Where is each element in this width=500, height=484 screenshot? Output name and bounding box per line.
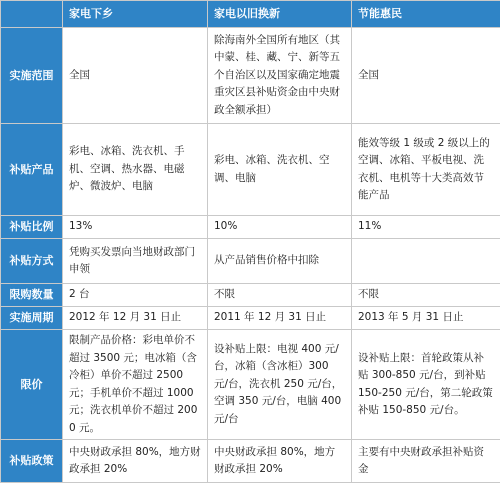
row-scope (1, 28, 500, 124)
cell-period-tradein: 2011 年 12 月 31 日止 (208, 307, 352, 330)
cell-ratio-tradein: 10% (208, 216, 352, 239)
row-label-scope: 实施范围 (1, 28, 63, 124)
row-period (1, 307, 500, 330)
header-energy-saving: 节能惠民 (352, 1, 500, 28)
cell-ratio-energy: 11% (352, 216, 500, 239)
cell-scope-energy: 全国 (352, 28, 500, 124)
row-ratio (1, 216, 500, 239)
cell-period-energy: 2013 年 5 月 31 日止 (352, 307, 500, 330)
cell-method-rural: 凭购买发票向当地财政部门申领 (63, 239, 208, 284)
row-label-subsidy-policy: 补贴政策 (1, 440, 63, 483)
row-label-quantity-limit: 限购数量 (1, 284, 63, 307)
cell-ratio-rural: 13% (63, 216, 208, 239)
cell-price-rural: 限制产品价格：彩电单价不超过 3500 元；电冰箱（含冷柜）单价不超过 2500 元；手机单价不超过 1000 元；洗衣机单价不超过 2000 元。 (63, 330, 208, 440)
row-products (1, 124, 500, 216)
header-corner (1, 1, 63, 28)
cell-qty-tradein: 不限 (208, 284, 352, 307)
row-label-period: 实施周期 (1, 307, 63, 330)
header-row (1, 1, 500, 28)
cell-scope-rural: 全国 (63, 28, 208, 124)
cell-price-tradein: 设补贴上限：电视 400 元/台，冰箱（含冰柜）300 元/台，洗衣机 250 元/台，空调 350 元/台，电脑 400 元/台 (208, 330, 352, 440)
cell-method-energy (352, 239, 500, 284)
header-rural-appliances: 家电下乡 (63, 1, 208, 28)
cell-subsidy-energy: 主要有中央财政承担补贴资金 (352, 440, 500, 483)
cell-price-energy: 设补贴上限：首轮政策从补贴 300-850 元/台，到补贴 150-250 元/台，第二轮政策补贴 150-850 元/台。 (352, 330, 500, 440)
cell-products-energy: 能效等级 1 级或 2 级以上的空调、冰箱、平板电视、洗衣机、电机等十大类高效节能产品 (352, 124, 500, 216)
cell-period-rural: 2012 年 12 月 31 日止 (63, 307, 208, 330)
row-label-price-limit: 限价 (1, 330, 63, 440)
cell-scope-tradein: 除海南外全国所有地区（其中蒙、桂、藏、宁、新等五个自治区以及国家确定地震重灾区县补贴资金由中央财政全额承担） (208, 28, 352, 124)
cell-subsidy-tradein: 中央财政承担 80%，地方财政承担 20% (208, 440, 352, 483)
header-trade-in: 家电以旧换新 (208, 1, 352, 28)
cell-products-tradein: 彩电、冰箱、洗衣机、空调、电脑 (208, 124, 352, 216)
row-label-ratio: 补贴比例 (1, 216, 63, 239)
cell-qty-energy: 不限 (352, 284, 500, 307)
cell-subsidy-rural: 中央财政承担 80%，地方财政承担 20% (63, 440, 208, 483)
cell-qty-rural: 2 台 (63, 284, 208, 307)
row-price-limit (1, 330, 500, 440)
row-label-products: 补贴产品 (1, 124, 63, 216)
row-subsidy-policy (1, 440, 500, 483)
row-quantity-limit (1, 284, 500, 307)
row-method (1, 239, 500, 284)
row-label-method: 补贴方式 (1, 239, 63, 284)
cell-products-rural: 彩电、冰箱、洗衣机、手机、空调、热水器、电磁炉、微波炉、电脑 (63, 124, 208, 216)
cell-method-tradein: 从产品销售价格中扣除 (208, 239, 352, 284)
